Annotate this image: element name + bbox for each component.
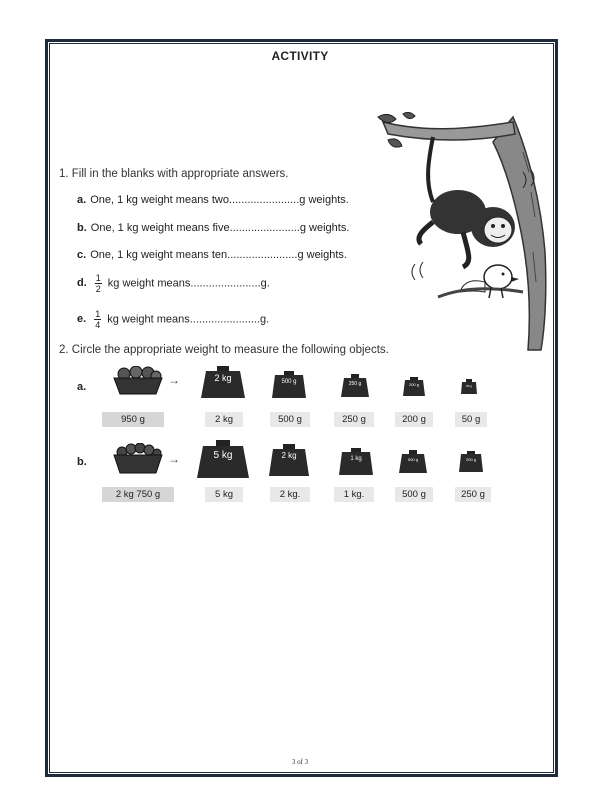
page-title: ACTIVITY: [271, 49, 329, 63]
weight-icon[interactable]: [458, 451, 484, 473]
value-label: 250 g: [455, 487, 491, 502]
fraction-half: $\frac{1}{2}$: [95, 273, 101, 294]
weight-icon[interactable]: [196, 440, 250, 480]
value-label: 2 kg: [205, 412, 243, 427]
arrow-icon: →: [168, 373, 180, 387]
weight-icon[interactable]: [338, 448, 374, 476]
item-letter: a.: [77, 194, 87, 206]
value-label: 1 kg.: [334, 487, 374, 502]
weight-label: 500 g: [407, 457, 419, 462]
weight-label: 500 g: [281, 379, 297, 385]
value-label: 500 g: [270, 412, 310, 427]
weight-icon[interactable]: [460, 379, 478, 395]
basket-icon: [112, 366, 164, 401]
weight-label: 200 g: [465, 457, 477, 462]
weight-label: 2 kg: [281, 451, 297, 460]
q1-item-e: [77, 309, 269, 330]
item-letter: b.: [77, 222, 87, 234]
fraction-quarter: $\frac{1}{4}$: [95, 309, 101, 330]
basket-value: 2 kg 750 g: [102, 487, 174, 502]
value-label: 250 g: [334, 412, 374, 427]
q1-item-d: [77, 273, 270, 294]
weight-icon[interactable]: [271, 371, 307, 399]
question-2: 2. Circle the appropriate weight to measure the following objects.: [59, 344, 389, 356]
item-letter: d.: [77, 277, 87, 290]
weight-label: 1 kg: [350, 456, 362, 462]
question-1: 1. Fill in the blanks with appropriate answers.: [59, 168, 289, 180]
weight-icon[interactable]: [268, 444, 310, 478]
basket-value: 950 g: [102, 412, 164, 427]
value-label: 2 kg.: [270, 487, 310, 502]
basket-icon: [112, 443, 164, 480]
weight-label: 5 kg: [213, 450, 233, 461]
weight-icon[interactable]: [402, 377, 426, 397]
item-letter: e.: [77, 313, 87, 326]
arrow-icon: →: [168, 452, 180, 466]
weight-label: 2 kg: [214, 373, 232, 383]
weight-icon[interactable]: [398, 450, 428, 474]
item-letter: c.: [77, 249, 87, 261]
weight-icon[interactable]: [340, 374, 370, 398]
value-label: 500 g: [395, 487, 433, 502]
row-b-label: b.: [77, 456, 87, 468]
item-text: One, 1 kg weight means ten.......................g weights.: [90, 249, 347, 261]
item-text: kg weight means.......................g.: [107, 277, 270, 290]
q1-item-a: [77, 194, 349, 206]
row-a-label: a.: [77, 381, 87, 393]
monkey-illustration: [363, 112, 548, 357]
weight-label: 50 g: [466, 384, 472, 388]
value-label: 200 g: [395, 412, 433, 427]
item-text: One, 1 kg weight means two.......................g weights.: [90, 194, 349, 206]
weight-icon[interactable]: [200, 366, 246, 400]
q1-item-b: [77, 222, 349, 234]
weight-label: 200 g: [408, 382, 420, 387]
q1-item-c: [77, 249, 347, 261]
value-label: 5 kg: [205, 487, 243, 502]
value-label: 50 g: [455, 412, 487, 427]
page-number: 3 of 3: [291, 758, 309, 766]
item-text: kg weight means.......................g.: [107, 313, 270, 326]
weight-label: 250 g: [348, 381, 362, 387]
item-text: One, 1 kg weight means five.......................g weights.: [90, 222, 350, 234]
